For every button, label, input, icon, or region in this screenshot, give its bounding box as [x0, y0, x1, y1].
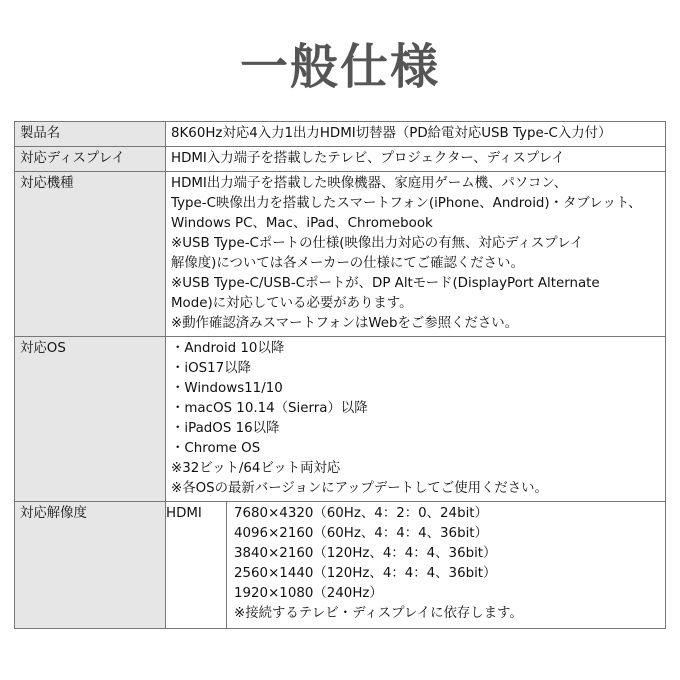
- value-line: HDMI入力端子を搭載したテレビ、プロジェクター、ディスプレイ: [171, 151, 565, 166]
- value-line: HDMI出力端子を搭載した映像機器、家庭用ゲーム機、パソコン、: [171, 176, 568, 191]
- page-title: 一般仕様: [239, 39, 440, 95]
- value-line: 解像度)については各メーカーの仕様にてご確認ください。: [171, 256, 524, 271]
- row-key: 製品名: [15, 122, 166, 147]
- resolution-list: [227, 502, 666, 628]
- value-line: ※接続するテレビ・ディスプレイに依存します。: [234, 606, 523, 621]
- row-key: 対応OS: [15, 337, 166, 502]
- table-row: [15, 147, 666, 172]
- row-key: 対応解像度: [15, 502, 166, 629]
- row-value: [166, 337, 666, 502]
- value-line: 4096×2160（60Hz、4：4：4、36bit）: [234, 526, 488, 541]
- value-line: ・iOS17以降: [171, 361, 251, 376]
- row-value: [166, 147, 666, 172]
- value-line: Windows PC、Mac、iPad、Chromebook: [171, 216, 433, 231]
- value-line: 7680×4320（60Hz、4：2：0、24bit）: [234, 506, 488, 521]
- resolution-mode: HDMI: [166, 506, 202, 521]
- spec-table: [14, 121, 666, 629]
- value-line: ・Android 10以降: [171, 341, 285, 356]
- row-value: [166, 502, 666, 629]
- value-line: ・iPadOS 16以降: [171, 421, 280, 436]
- value-line: ・macOS 10.14（Sierra）以降: [171, 401, 368, 416]
- table-row: [15, 502, 666, 629]
- row-key: 対応ディスプレイ: [15, 147, 166, 172]
- value-line: 3840×2160（120Hz、4：4：4、36bit）: [234, 546, 497, 561]
- value-line: ※動作確認済みスマートフォンはWebをご参照ください。: [171, 316, 519, 331]
- value-line: ・Chrome OS: [171, 441, 261, 456]
- value-line: Type-C映像出力を搭載したスマートフォン(iPhone、Android)・タブレット、: [171, 196, 642, 211]
- value-line: 2560×1440（120Hz、4：4：4、36bit）: [234, 566, 497, 581]
- value-line: ※32ビット/64ビット両対応: [171, 461, 341, 476]
- row-value: [166, 172, 666, 337]
- value-line: 1920×1080（240Hz）: [234, 586, 383, 601]
- table-row: [15, 337, 666, 502]
- resolution-subtable: [166, 502, 665, 628]
- value-line: ※各OSの最新バージョンにアップデートしてご使用ください。: [171, 481, 548, 496]
- table-row: [15, 122, 666, 147]
- row-value: [166, 122, 666, 147]
- value-line: ※USB Type-C/USB-Cポートが、DP Altモード(DisplayPort Alternate: [171, 276, 600, 291]
- value-line: Mode)に対応している必要があります。: [171, 296, 413, 311]
- value-line: ・Windows11/10: [171, 381, 283, 396]
- table-row: [15, 172, 666, 337]
- row-key: 対応機種: [15, 172, 166, 337]
- value-line: 8K60Hz対応4入力1出力HDMI切替器（PD給電対応USB Type-C入力付）: [171, 126, 612, 141]
- value-line: ※USB Type-Cポートの仕様(映像出力対応の有無、対応ディスプレイ: [171, 236, 584, 251]
